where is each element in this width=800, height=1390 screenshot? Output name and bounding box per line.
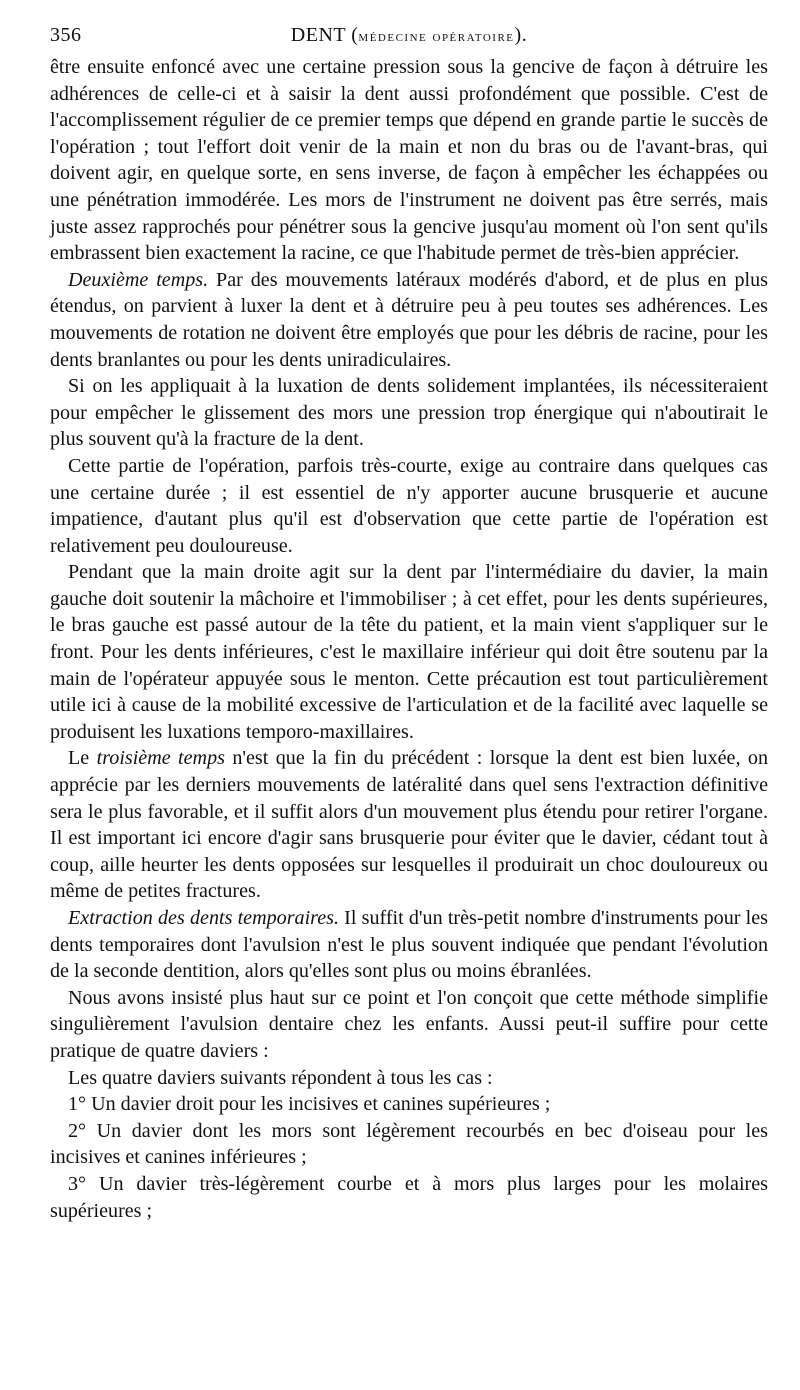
running-head [50, 24, 768, 47]
section-lead-deuxieme-temps: Deuxième temps. [68, 268, 209, 291]
page-header [50, 20, 768, 54]
paragraph-7-text: Il suffit d'un très-petit nombre d'instruments pour les dents temporaires dont l'avulsion n'est le plus souvent indiquée que pendant l'évolution de la seconde dentition, alors qu'elles sont plus ou moins ébranlées. [50, 907, 768, 983]
paragraph-1: être ensuite enfoncé avec une certaine pression sous la gencive de façon à détruire les adhérences de celle-ci et à saisir la dent aussi profondément que possible. C'est de l'accomplissement régulier de ce premier temps que dépend en grande partie le succès de l'opération ; tout l'effort doit venir de la main et non du bras ou de l'avant-bras, qui doivent agir, en quelque sorte, en sens inverse, de façon à empêcher les échappées ou une pénétration immodérée. Les mors de l'instrument ne doivent pas être serrés, mais juste assez rapprochés pour pénétrer sous la gencive jusqu'au moment où l'on sent qu'ils embrassent bien exactement la racine, ce que l'habitude permet de très-bien apprécier. [50, 56, 768, 265]
running-head-title: DENT [290, 24, 346, 46]
list-item-3: 3° Un davier très-légèrement courbe et à mors plus larges pour les molaires supérieures ; [50, 1172, 768, 1222]
paragraph-3: Si on les appliquait à la luxation de dents solidement implantées, ils nécessiteraient pour empêcher le glissement des mors une pression trop énergique qui n'aboutirait le plus souvent qu'à la fracture de la dent. [50, 375, 768, 451]
paragraph-6 [50, 745, 768, 905]
paragraph-6-pre: Le [68, 747, 97, 770]
section-lead-extraction: Extraction des dents temporaires. [68, 907, 339, 929]
term-troisieme-temps: troisième temps [96, 747, 225, 770]
document-page [50, 20, 768, 1224]
paragraph-4: Cette partie de l'opération, parfois très-courte, exige au contraire dans quelques cas une certaine durée ; il est essentiel de n'y apporter aucune brusquerie et aucune impatience, d'autant plus qu'il est d'observation que cette partie de l'opération est relativement peu douloureuse. [50, 454, 768, 557]
paragraph-5: Pendant que la main droite agit sur la dent par l'intermédiaire du davier, la main gauche doit soutenir la mâchoire et l'immobiliser ; à cet effet, pour les dents supérieures, le bras gauche est passé autour de la tête du patient, et la main vient s'appliquer sur le front. Pour les dents inférieures, c'est le maxillaire inférieur qui doit être soutenu par la main de l'opérateur appuyée sous le menton. Cette précaution est tout particulièrement utile ici à cause de la mobilité excessive de l'articulation et de la facilité avec laquelle se produisent les luxations temporo-maxillaires. [50, 561, 768, 743]
paragraph-2-text: Par des mouvements latéraux modérés d'abord, et de plus en plus étendus, on parvient à luxer la dent et à détruire peu à peu toutes ses adhérences. Les mouvements de rotation ne doivent être employés que pour les débris de racine, pour les dents branlantes ou pour les dents uniradiculaires. [50, 268, 768, 371]
paragraph-9: Les quatre daviers suivants répondent à tous les cas : [68, 1066, 493, 1089]
paragraph-6-text: n'est que la fin du précédent : lorsque la dent est bien luxée, on apprécie par les derniers mouvements de latéralité dans quel sens l'extraction définitive sera le plus favorable, et il suffit alors d'un mouvement plus étendu pour retirer l'organe. Il est important ici encore d'agir sans brusquerie pour éviter que le davier, cédant tout à coup, aille heurter les dents opposées sur lesquelles il produirait un choc douloureux ou même de petites fractures. [50, 747, 768, 903]
running-head-paren-open: ( [351, 24, 359, 46]
running-head-subtitle: médecine opératoire [358, 29, 515, 45]
running-head-paren-close: ). [514, 24, 528, 46]
page-number: 356 [50, 24, 82, 46]
paragraph-2 [50, 267, 768, 373]
list-item-1: 1° Un davier droit pour les incisives et canines supérieures ; [68, 1093, 551, 1116]
list-item-2: 2° Un davier dont les mors sont légèrement recourbés en bec d'oiseau pour les incisives et canines inférieures ; [50, 1119, 768, 1169]
body-text [50, 54, 768, 1224]
paragraph-7 [50, 905, 768, 985]
paragraph-8: Nous avons insisté plus haut sur ce point et l'on conçoit que cette méthode simplifie singulièrement l'avulsion dentaire chez les enfants. Aussi peut-il suffire pour cette pratique de quatre daviers : [50, 986, 768, 1062]
